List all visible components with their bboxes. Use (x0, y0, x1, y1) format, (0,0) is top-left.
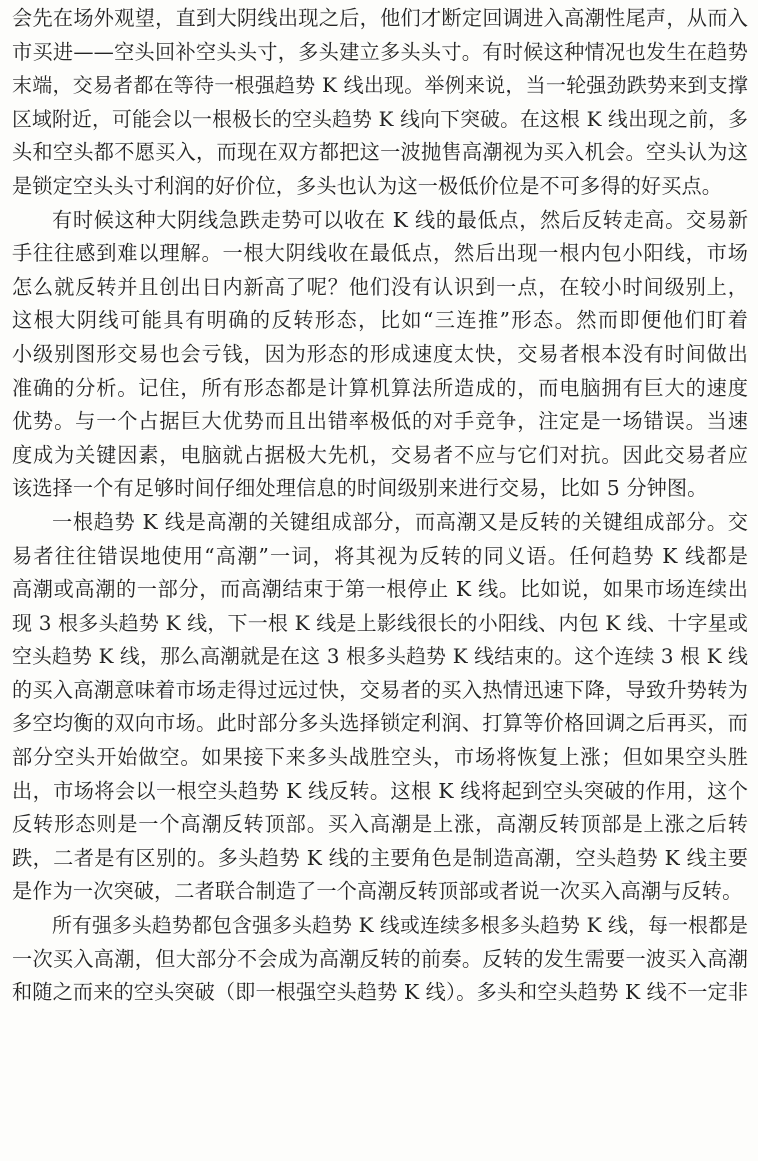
text-line: 区域附近，可能会以一根极长的空头趋势 K 线向下突破。在这根 K 线出现之前，多 (12, 107, 748, 131)
text-line: 空头趋势 K 线，那么高潮就是在这 3 根多头趋势 K 线结束的。这个连续 3 根 K 线 (12, 645, 748, 669)
text-line: 这根大阴线可能具有明确的反转形态，比如“三连推”形态。然而即便他们盯着 (12, 308, 748, 333)
text-line: 该选择一个有足够时间仔细处理信息的时间级别来进行交易，比如 5 分钟图。 (12, 476, 708, 501)
text-line: 高潮或高潮的一部分，而高潮结束于第一根停止 K 线。比如说，如果市场连续出 (12, 577, 748, 602)
text-line: 多空均衡的双向市场。此时部分多头选择锁定利润、打算等价格回调之后再买，而 (12, 711, 748, 736)
text-line: 一根趋势 K 线是高潮的关键组成部分，而高潮又是反转的关键组成部分。交 (52, 509, 748, 534)
text-line: 部分空头开始做空。如果接下来多头战胜空头，市场将恢复上涨；但如果空头胜 (12, 745, 748, 770)
text-line: 怎么就反转并且创出日内新高了呢？他们没有认识到一点，在较小时间级别上， (12, 274, 748, 299)
text-line: 准确的分析。记住，所有形态都是计算机算法所造成的，而电脑拥有巨大的速度 (12, 375, 748, 400)
text-line: 和随之而来的空头突破（即一根强空头趋势 K 线）。多头和空头趋势 K 线不一定非 (12, 980, 749, 1005)
text-line: 是作为一次突破，二者联合制造了一个高潮反转顶部或者说一次买入高潮与反转。 (12, 879, 743, 904)
text-line: 所有强多头趋势都包含强多头趋势 K 线或连续多根多头趋势 K 线，每一根都是 (52, 914, 748, 938)
text-line: 会先在场外观望，直到大阴线出现之后，他们才断定回调进入高潮性尾声，从而入 (12, 6, 748, 30)
text-line: 优势。与一个占据巨大优势而且出错率极低的对手竞争，注定是一场错误。当速 (12, 409, 748, 434)
paragraph-4 (12, 909, 748, 1010)
text-line: 小级别图形交易也会亏钱，因为形态的形成速度太快，交易者根本没有时间做出 (12, 341, 748, 366)
text-line: 头和空头都不愿买入，而现在双方都把这一波抛售高潮视为买入机会。空头认为这 (12, 140, 748, 165)
text-line: 一次买入高潮，但大部分不会成为高潮反转的前奏。反转的发生需要一波买入高潮 (12, 946, 748, 971)
paragraph-3 (12, 506, 748, 909)
text-line: 是锁定空头头寸利润的好价位，多头也认为这一极低价位是不可多得的好买点。 (12, 173, 723, 198)
text-line: 手往往感到难以理解。一根大阴线收在最低点，然后出现一根内包小阳线，市场 (12, 241, 748, 266)
text-line: 度成为关键因素，电脑就占据极大先机，交易者不应与它们对抗。因此交易者应 (12, 442, 748, 467)
text-line: 跌，二者是有区别的。多头趋势 K 线的主要角色是制造高潮，空头趋势 K 线主要 (12, 845, 748, 870)
text-line: 现 3 根多头趋势 K 线，下一根 K 线是上影线很长的小阳线、内包 K 线、十字星或 (12, 610, 748, 635)
text-line: 反转形态则是一个高潮反转顶部。买入高潮是上涨，高潮反转顶部是上涨之后转 (12, 812, 748, 837)
paragraph-2 (12, 204, 748, 506)
text-line: 易者往往错误地使用“高潮”一词，将其视为反转的同义语。任何趋势 K 线都是 (12, 543, 748, 568)
text-line: 有时候这种大阴线急跌走势可以收在 K 线的最低点，然后反转走高。交易新 (52, 207, 748, 232)
text-line: 市买进——空头回补空头头寸，多头建立多头头寸。有时候这种情况也发生在趋势 (12, 39, 748, 64)
paragraph-1 (12, 2, 748, 204)
text-line: 的买入高潮意味着市场走得过远过快，交易者的买入热情迅速下降，导致升势转为 (12, 677, 748, 702)
text-line: 末端，交易者都在等待一根强趋势 K 线出现。举例来说，当一轮强劲跌势来到支撑 (12, 73, 748, 98)
text-line: 出，市场将会以一根空头趋势 K 线反转。这根 K 线将起到空头突破的作用，这个 (12, 778, 748, 803)
